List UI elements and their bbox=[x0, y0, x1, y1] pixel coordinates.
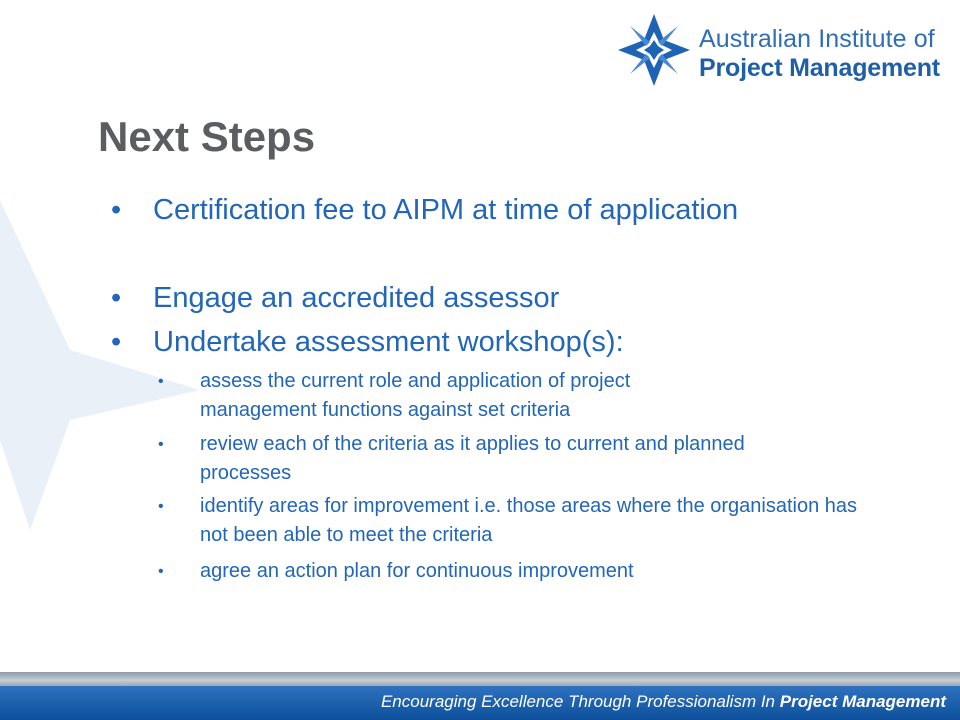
footer-divider bbox=[0, 672, 960, 686]
sub-bullet-text: assess the current role and application of project management functions against set criteria bbox=[200, 370, 631, 421]
footer-tagline-prefix: Encouraging Excellence Through Professionalism In bbox=[380, 692, 780, 711]
sub-bullet-text: identify areas for improvement i.e. those areas where the organisation has not been able to meet the criteria bbox=[200, 495, 858, 546]
bullet-marker: • bbox=[111, 326, 122, 358]
compass-star-icon bbox=[614, 12, 694, 88]
sub-bullet-marker: • bbox=[158, 373, 164, 390]
logo-line-1: Australian Institute of bbox=[699, 25, 935, 53]
footer-tagline-emphasis: Project Management bbox=[779, 692, 946, 711]
bullet-text: Engage an accredited assessor bbox=[153, 282, 560, 314]
sub-bullet-marker: • bbox=[158, 563, 164, 580]
footer-tagline bbox=[381, 692, 946, 712]
logo-line-2: Project Management bbox=[699, 54, 940, 82]
footer-bar bbox=[0, 686, 960, 720]
bullet-text: Undertake assessment workshop(s): bbox=[153, 326, 624, 358]
bullet-marker: • bbox=[111, 282, 122, 314]
sub-bullet-marker: • bbox=[158, 498, 164, 515]
sub-bullet-text: review each of the criteria as it applies to current and planned processes bbox=[200, 433, 745, 484]
aipm-logo bbox=[614, 12, 944, 88]
slide-title: Next Steps bbox=[98, 113, 316, 160]
sub-bullet-marker: • bbox=[158, 436, 164, 453]
watermark-star-icon bbox=[0, 200, 200, 530]
bullet-marker: • bbox=[111, 194, 122, 226]
sub-bullet-text: agree an action plan for continuous improvement bbox=[200, 560, 634, 582]
bullet-text: Certification fee to AIPM at time of application bbox=[153, 194, 739, 226]
